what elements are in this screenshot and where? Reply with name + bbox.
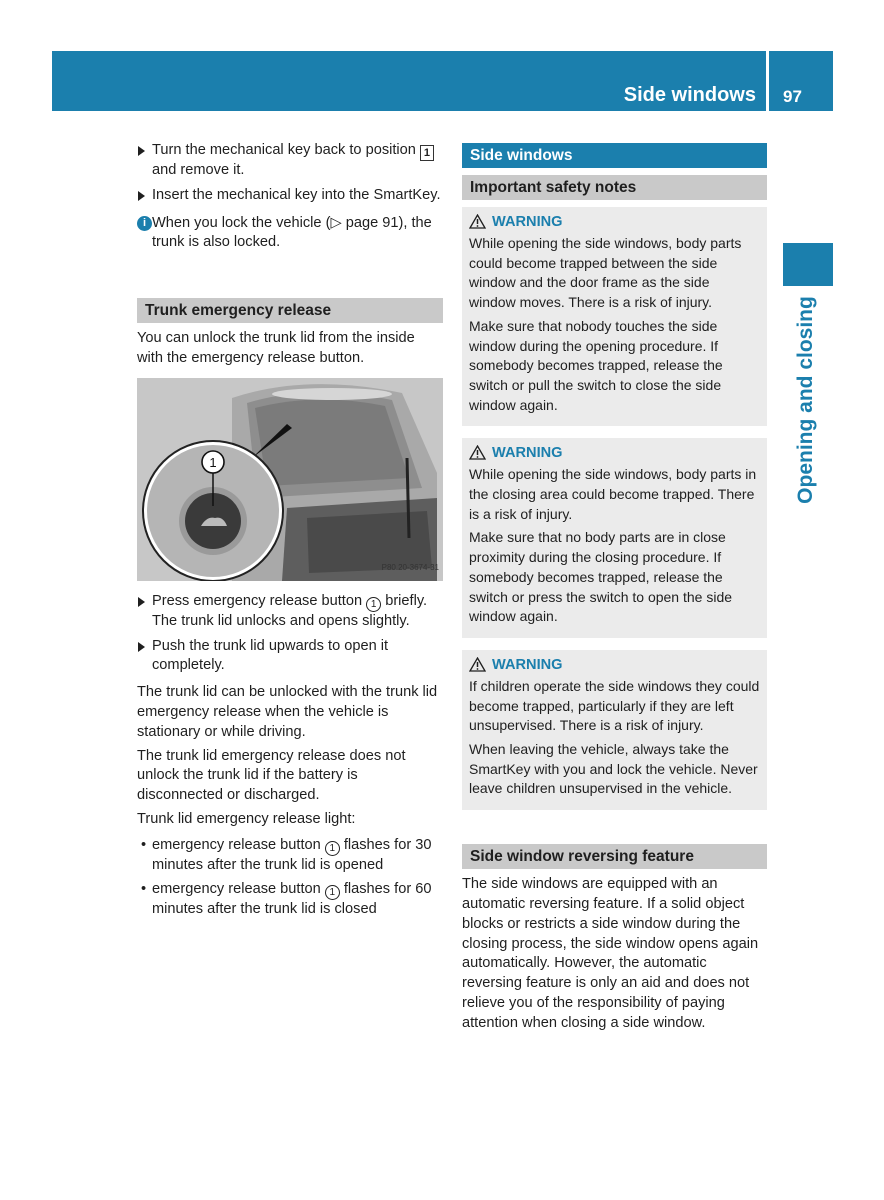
step-text: and remove it. — [152, 162, 245, 178]
warning-paragraph: Make sure that no body parts are in close proximity during the closing procedure. If somebody becomes trapped, release the switch or press the switch to open the side window again. — [469, 529, 733, 625]
warning-triangle-icon — [469, 445, 486, 460]
step-text: Turn the mechanical key back to position — [152, 142, 420, 158]
bullet-text: flashes for 60 minutes after the trunk lid is closed — [152, 880, 432, 917]
step-item — [137, 186, 443, 206]
step-text: Push the trunk lid upwards to open it completely. — [152, 637, 389, 674]
warning-header — [469, 441, 760, 465]
trunk-release-illustration — [137, 378, 443, 581]
bullet-item — [137, 880, 443, 920]
chapter-tab-marker — [783, 243, 833, 286]
warning-label: WARNING — [492, 214, 563, 230]
warning-paragraph: While opening the side windows, body parts in the closing area could become trapped. There is a risk of injury. — [469, 466, 757, 522]
callout-marker: 1 — [325, 841, 340, 856]
left-column — [137, 141, 443, 923]
page-number-box — [769, 51, 833, 111]
warning-triangle-icon — [469, 657, 486, 672]
page-header-title: Side windows — [623, 84, 756, 106]
info-note — [137, 214, 443, 254]
warning-box — [462, 207, 767, 426]
bullet-text: emergency release button — [152, 880, 325, 897]
body-paragraph: The side windows are equipped with an automatic reversing feature. If a solid object blocks or restricts a side window during the closing process, the side window opens again automatically. However, the automatic reversing feature is only an aid and does not relieve you of the responsibility of paying attention when closing a side window. — [462, 876, 759, 1031]
chapter-side-label — [784, 290, 828, 510]
step-text: Insert the mechanical key into the SmartKey. — [152, 186, 441, 203]
chapter-side-label-text: Opening and closing — [794, 296, 817, 504]
body-paragraph: The trunk lid emergency release does not unlock the trunk lid if the battery is disconnected or discharged. — [137, 747, 406, 804]
info-text: page 91), the trunk is also locked. — [152, 214, 432, 251]
subsection-heading: Important safety notes — [462, 175, 767, 200]
warning-paragraph: While opening the side windows, body parts could become trapped between the side window and the door frame as the side window moves. There is a risk of injury. — [469, 235, 742, 311]
step-item — [137, 141, 443, 181]
bullet-text: flashes for 30 minutes after the trunk lid is opened — [152, 836, 432, 873]
warning-label: WARNING — [492, 656, 563, 673]
warning-header — [469, 653, 760, 677]
callout-marker: 1 — [325, 885, 340, 900]
warning-paragraph: When leaving the vehicle, always take the SmartKey with you and lock the vehicle. Never leave children unsupervised in the vehicle. — [469, 741, 758, 797]
warning-paragraph: If children operate the side windows they could become trapped, particularly if they are left unsupervised. There is a risk of injury. — [469, 677, 760, 734]
page-number: 97 — [783, 87, 802, 106]
step-item — [137, 637, 443, 677]
info-text: When you lock the vehicle ( — [152, 214, 331, 231]
figure-callout-marker: 1 — [209, 454, 217, 470]
right-column — [462, 143, 767, 1038]
warning-box — [462, 438, 767, 638]
callout-marker: 1 — [366, 597, 381, 612]
warning-label: WARNING — [492, 445, 563, 462]
section-heading: Trunk emergency release — [137, 298, 443, 323]
page-header-bar — [52, 51, 766, 111]
section-heading: Side window reversing feature — [462, 844, 767, 869]
key-position-marker: 1 — [420, 145, 434, 161]
figure-id-label: P80.20-3674-31 — [381, 562, 439, 572]
page-reference-arrow-icon: ▷ — [330, 214, 342, 231]
step-item — [137, 592, 443, 632]
trunk-illustration-graphic — [137, 378, 443, 581]
bullet-text: emergency release button — [152, 836, 325, 853]
bullet-item — [137, 836, 443, 876]
section-intro: You can unlock the trunk lid from the inside with the emergency release button. — [137, 330, 415, 366]
warning-paragraph: Make sure that nobody touches the side window during the opening procedure. If somebody becomes trapped, release the switch or pull the switch to close the side window again. — [469, 317, 723, 413]
warning-box — [462, 650, 767, 810]
info-icon: i — [137, 216, 152, 231]
warning-triangle-icon — [469, 214, 486, 229]
step-text: briefly. The trunk lid unlocks and opens slightly. — [152, 592, 428, 629]
warning-header — [469, 210, 760, 234]
step-text: Press emergency release button — [152, 592, 367, 609]
section-heading: Side windows — [462, 143, 767, 168]
body-paragraph: Trunk lid emergency release light: — [137, 810, 356, 827]
body-paragraph: The trunk lid can be unlocked with the trunk lid emergency release when the vehicle is stationary or while driving. — [137, 684, 438, 740]
